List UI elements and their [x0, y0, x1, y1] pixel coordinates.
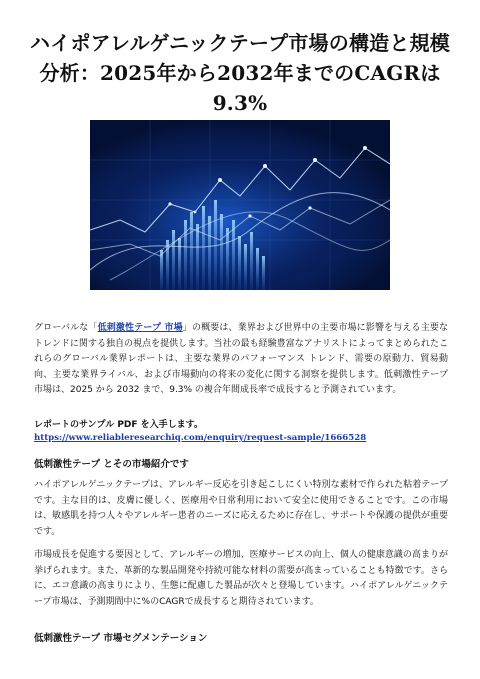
sample-label: レポートのサンプル PDF を入手します。 [34, 420, 203, 430]
title-line-2: 分析：2025年から2032年までのCAGRは9.3% [39, 61, 441, 115]
page-title [24, 28, 456, 118]
growth-factors-paragraph: 市場成長を促進する要因として、アレルギーの増加、医療サービスの向上、個人の健康意識の高まりが挙げられます。また、革新的な製品開発や持続可能な材料の需要が高まっていることも特徴です。さらに、エコ意識の高まりにより、生態に配慮した製品が次々と登場しています。ハイポアレルゲニックテープ市場は、予測期間中に%のCAGRで成長すると期待されています。 [34, 550, 448, 607]
hero-image [90, 120, 390, 290]
market-link[interactable]: 低刺激性テープ 市場 [97, 323, 183, 333]
title-line-1: ハイポアレルゲニックテープ市場の構造と規模 [30, 31, 450, 55]
sample-request [34, 419, 448, 445]
hero-chart-graphic [90, 120, 390, 290]
section-heading-introduction: 低刺激性テープ とその市場紹介です [34, 459, 189, 470]
intro-pre-text: グローバルな「 [34, 323, 98, 333]
section-heading-segmentation: 低刺激性テープ 市場セグメンテーション [34, 633, 208, 644]
sample-url-link[interactable]: https://www.reliableresearchiq.com/enquiry/request-sample/1666528 [34, 433, 367, 443]
intro-paragraph [34, 321, 448, 399]
intro-post-text: 」の概要は、業界および世界中の主要市場に影響を与える主要なトレンドに関する独自の視点を提供します。当社の最も経験豊富なアナリストによってまとめられたこれらのグローバル業界レポートは、主要な業界のパフォーマンス トレンド、需要の原動力、貿易動向、主要な業界ライバル、および市場動向の将来の変化に関する洞察を提供します。低刺激性テープ 市場は、2025 から 2032 まで、9.3% の複合年間成長率で成長すると予測されています。 [34, 323, 448, 395]
section-intro-paragraph: ハイポアレルゲニックテープは、アレルギー反応を引き起こしにくい特別な素材で作られた粘着テープです。主な目的は、皮膚に優しく、医療用や日常利用において安全に使用できることです。この市場は、敏感肌を持つ人々やアレルギー患者のニーズに応えるために存在し、サポートや保護の提供が重要です。 [34, 480, 448, 537]
